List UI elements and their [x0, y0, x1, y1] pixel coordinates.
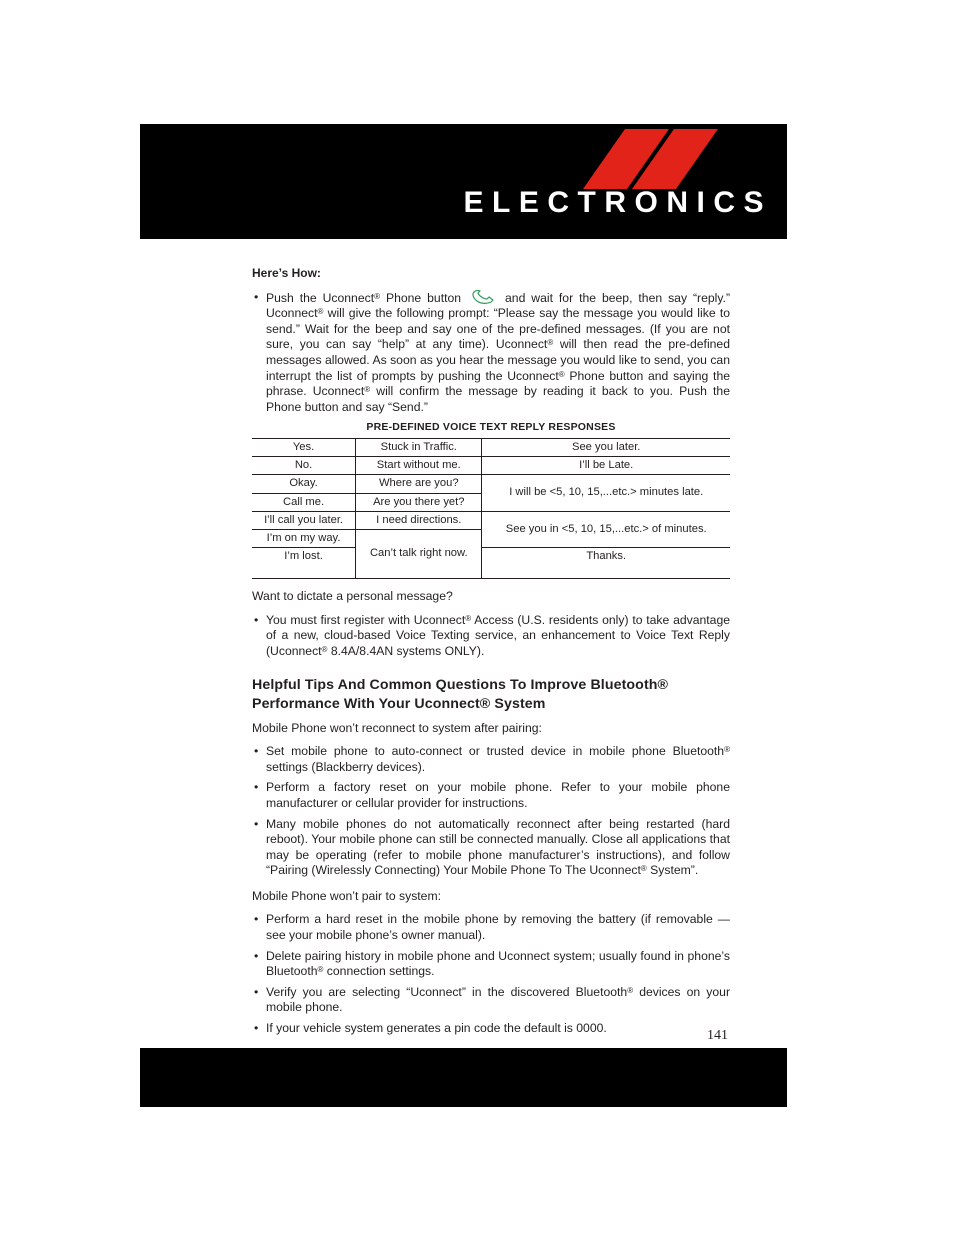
dictate-list — [252, 613, 730, 660]
footer-band — [140, 1048, 787, 1107]
pair-list — [252, 912, 730, 1036]
heres-how-list — [252, 290, 730, 416]
page-content — [252, 266, 730, 1042]
list-item: • Many mobile phones do not automatically reconnect after being restarted (hard reboot). Your mobile phone can still be connected manually. Close all applications that may be operating (refer to mobile phone manufacturer’s instructions), and follow “Pairing (Wirelessly Connecting) Your Mobile Phone To The Uconnect® System”. — [252, 817, 730, 879]
pair-intro: Mobile Phone won’t pair to system: — [252, 888, 441, 903]
dictate-question: Want to dictate a personal message? — [252, 589, 453, 604]
list-item: • Perform a hard reset in the mobile phone by removing the battery (if removable — see your mobile phone’s owner manual). — [252, 912, 730, 943]
table-row — [252, 457, 730, 475]
table-cell: No. — [252, 457, 356, 475]
table-row — [252, 511, 730, 529]
reconnect-intro: Mobile Phone won’t reconnect to system after pairing: — [252, 720, 542, 735]
table-cell: Where are you? — [356, 475, 482, 493]
list-item: • You must first register with Uconnect® Access (U.S. residents only) to take advantage of a new, cloud-based Voice Texting service, an enhancement to Voice Text Reply (Uconnect® 8.4A/8.4AN systems ONLY). — [252, 613, 730, 660]
table-cell: See you later. — [482, 438, 730, 456]
table-cell: See you in <5, 10, 15,...etc.> of minutes. — [482, 511, 730, 547]
heres-how-heading: Here’s How: — [252, 266, 321, 280]
table-cell: I’ll be Late. — [482, 457, 730, 475]
list-item: • Push the Uconnect® Phone button and wait for the beep, then say “reply.” Uconnect® will give the following prompt: “Please say the message you would like to send.” Wait for the beep and say one of the pre-defined messages. (If you are not sure, you can say “help” at any time). Uconnect® will then read the pre-defined messages allowed. As soon as you hear the message you would like to send, you can interrupt the list of prompts by pushing the Uconnect® Phone button and saying the phrase. Uconnect® will confirm the message by reading it back to you. Push the Phone button and say “Send.” — [252, 290, 730, 416]
table-cell: I’m lost. — [252, 548, 356, 579]
table-cell: Thanks. — [482, 548, 730, 579]
table-cell: Yes. — [252, 438, 356, 456]
page-number: 141 — [707, 1028, 728, 1043]
list-item: • Delete pairing history in mobile phone and Uconnect system; usually found in phone’s Bluetooth® connection settings. — [252, 949, 730, 980]
section-title: ELECTRONICS — [463, 186, 772, 219]
table-row — [252, 438, 730, 456]
phone-icon — [471, 290, 495, 305]
list-item: • Verify you are selecting “Uconnect” in the discovered Bluetooth® devices on your mobile phone. — [252, 985, 730, 1016]
list-item: • If your vehicle system generates a pin code the default is 0000. — [252, 1021, 730, 1037]
tips-heading: Helpful Tips And Common Questions To Improve Bluetooth® Performance With Your Uconnect® System — [252, 676, 669, 712]
table-cell: I’ll call you later. — [252, 511, 356, 529]
table-cell: I’m on my way. — [252, 529, 356, 547]
voice-reply-table — [252, 438, 730, 579]
table-cell: Can’t talk right now. — [356, 529, 482, 578]
table-cell: I will be <5, 10, 15,...etc.> minutes late. — [482, 475, 730, 511]
table-row — [252, 475, 730, 493]
brand-stripes-icon — [583, 129, 723, 191]
list-item: • Set mobile phone to auto-connect or trusted device in mobile phone Bluetooth® settings (Blackberry devices). — [252, 744, 730, 775]
list-item: • Perform a factory reset on your mobile phone. Refer to your mobile phone manufacturer or cellular provider for instructions. — [252, 780, 730, 811]
table-cell: I need directions. — [356, 511, 482, 529]
table-cell: Okay. — [252, 475, 356, 493]
table-row — [252, 548, 730, 579]
reconnect-list — [252, 744, 730, 879]
table-cell: Call me. — [252, 493, 356, 511]
table-cell: Stuck in Traffic. — [356, 438, 482, 456]
table-cell: Start without me. — [356, 457, 482, 475]
table-title: PRE-DEFINED VOICE TEXT REPLY RESPONSES — [366, 421, 616, 434]
table-cell: Are you there yet? — [356, 493, 482, 511]
